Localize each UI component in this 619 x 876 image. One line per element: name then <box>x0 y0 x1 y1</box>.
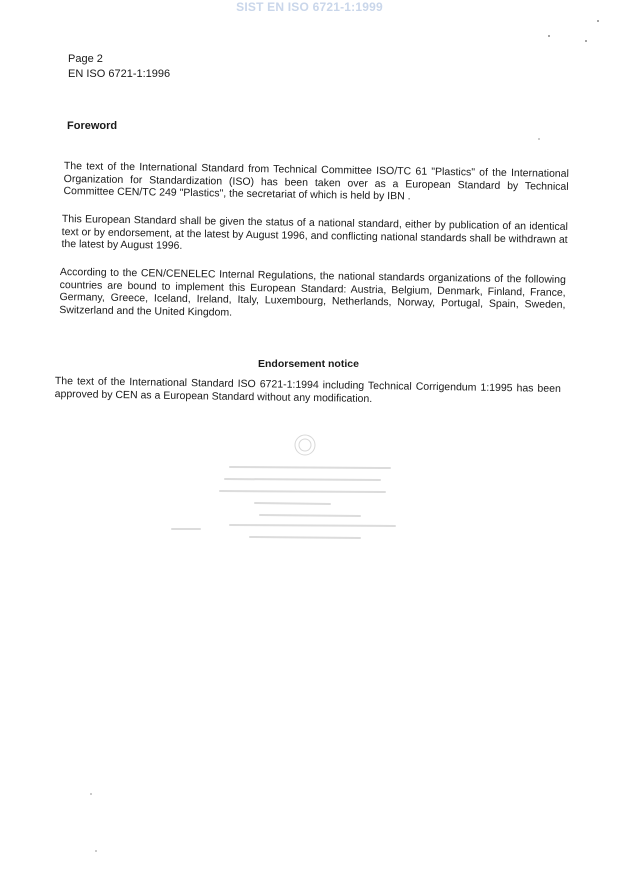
paragraph-text: The text of the International Standard ISO 6721-1:1994 including Technical Corrigendum 1:1995 has been approved by CEN as a European Standard without any modification. <box>54 375 561 405</box>
foreword-heading: Foreword <box>67 120 118 132</box>
scan-speck <box>95 850 97 852</box>
foreword-paragraph-1 <box>63 160 569 205</box>
paragraph-text: According to the CEN/CENELEC Internal Regulations, the national standards organizations of the following countries are bound to implement this European Standard: Austria, Belgium, Denmark, Finland, France, Germany, Greece, Iceland, Ireland, Italy, Luxembourg, Netherlands, Norway, Portugal, Spain, Sweden, Switzerland and the United Kingdom. <box>59 266 566 319</box>
endorsement-paragraph <box>55 375 561 408</box>
foreword-paragraph-3 <box>59 266 566 324</box>
foreword-paragraph-2 <box>61 213 568 258</box>
scan-speck <box>90 793 92 795</box>
page-header <box>68 52 170 82</box>
faded-stamp-image <box>160 425 400 545</box>
scan-speck <box>548 35 550 37</box>
endorsement-heading: Endorsement notice <box>258 358 359 370</box>
scan-speck <box>538 138 540 140</box>
watermark-header: SIST EN ISO 6721-1:1999 <box>236 0 383 14</box>
scan-speck <box>597 20 599 22</box>
scan-speck <box>585 40 587 42</box>
document-id: EN ISO 6721-1:1996 <box>68 68 171 80</box>
paragraph-text: This European Standard shall be given the status of a national standard, either by publication of an identical text or by endorsement, at the latest by August 1996, and conflicting national standards shall be withdrawn at the latest by August 1996. <box>61 213 568 252</box>
paragraph-text: The text of the International Standard from Technical Committee ISO/TC 61 "Plastics" of the International Organization for Standardization (ISO) has been taken over as a European Standard by Technical Committee CEN/TC 249 "Plastics", the secretariat of which is held by IBN . <box>63 160 569 203</box>
page-number: Page 2 <box>68 53 103 65</box>
